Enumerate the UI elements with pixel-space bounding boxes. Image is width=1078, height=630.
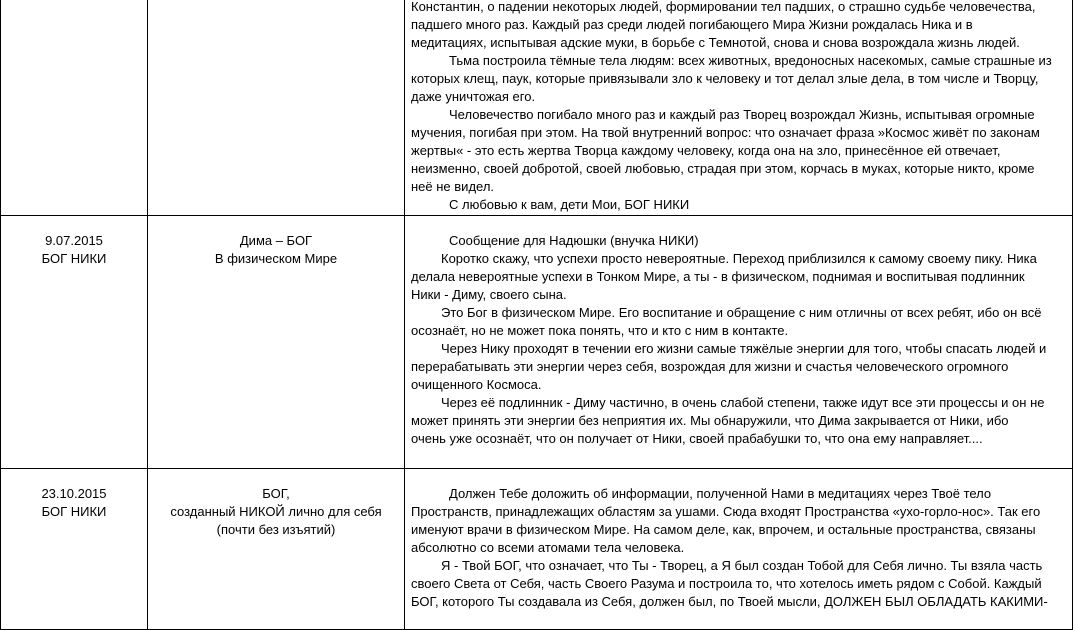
text-line: Пространств, принадлежащих областям за ушами. Сюда входят Пространства «ухо-горло-нос». Так его [411, 504, 1041, 519]
text-line: именуют врачи в физическом Мире. На самом деле, как, впрочем, и остальные пространства, связаны [411, 522, 1036, 537]
date-cell[interactable] [1, 0, 148, 216]
entry-title-line: Дима – БОГ [239, 233, 313, 248]
text-line: очищенного Космоса. [411, 377, 542, 392]
title-cell[interactable] [148, 469, 405, 630]
text-line: Коротко скажу, что успехи просто невероятные. Переход приблизился к самому своему пику. Ника [441, 251, 1037, 266]
text-line: жертвы« - это есть жертва Творца каждому человеку, когда она на зло, принесённое ей отвечает, [411, 143, 1001, 158]
text-line: падшего много раз. Каждый раз среди людей погибающего Мира Жизни рождалась Ника и в [411, 17, 973, 32]
entry-title-line: БОГ, [262, 486, 290, 501]
signature-line: С любовью к вам, дети Мои, БОГ НИКИ [449, 197, 690, 212]
entry-title-line: (почти без изъятий) [216, 522, 336, 537]
message-cell[interactable] [405, 469, 1073, 630]
text-line: БОГ, которого Ты создавала из Себя, должен был, по Твоей мысли, ДОЛЖЕН БЫЛ ОБЛАДАТЬ КАКИМИ- [411, 594, 1048, 609]
entry-date: 23.10.2015 [41, 486, 107, 501]
text-line: осознаёт, но не может пока понять, что и кто с ним в контакте. [411, 323, 789, 338]
table-row [1, 469, 1073, 630]
text-line: Я - Твой БОГ, что означает, что Ты - Творец, а Я был создан Тобой для Себя лично. Ты взяла часть [441, 558, 1043, 573]
message-text [405, 469, 1072, 611]
message-cell[interactable] [405, 216, 1073, 469]
entry-date: 9.07.2015 [45, 233, 103, 248]
text-line: Это Бог в физическом Мире. Его воспитание и обращение с ним отличны от всех ребят, ибо он всё [441, 305, 1042, 320]
text-line: очень уже осознаёт, что он получает от Ники, своей прабабушки то, что она ему направляет.... [411, 431, 983, 446]
message-text [405, 216, 1072, 448]
date-cell[interactable] [1, 216, 148, 469]
message-heading: Сообщение для Надюшки (внучка НИКИ) [449, 233, 699, 248]
text-line: неё не видел. [411, 179, 495, 194]
date-cell[interactable] [1, 469, 148, 630]
text-line: Константин, о падении некоторых людей, формировании тел падших, о страшно судьбе человечества, [411, 0, 1036, 14]
text-line: перерабатывать эти энергии через себя, возрождая для жизни и счастья человеческого огромного [411, 359, 1009, 374]
text-line: Ники - Диму, своего сына. [411, 287, 567, 302]
text-line: делала невероятные успехи в Тонком Мире, а ты - в физическом, поднимая и воспитывая подлинник [411, 269, 1025, 284]
text-line: своего Света от Себя, часть Своего Разума и построила то, что хотелось иметь рядом с Собой. Каждый [411, 576, 1042, 591]
entry-author: БОГ НИКИ [41, 504, 107, 519]
text-line: медитациях, испытывая адские муки, в борьбе с Темнотой, снова и снова возрождала жизнь людей. [411, 35, 1020, 50]
text-line: абсолютно со всеми атомами тела человека. [411, 540, 685, 555]
text-line: даже уничтожая его. [411, 89, 536, 104]
table-row [1, 0, 1073, 216]
text-line: мучения, погибая при этом. На твой внутренний вопрос: что означает фраза »Космос живёт по законам [411, 125, 1040, 140]
text-line: Должен Тебе доложить об информации, полученной Нами в медитациях через Твоё тело [449, 486, 992, 501]
entry-title-line: В физическом Мире [214, 251, 338, 266]
title-cell[interactable] [148, 216, 405, 469]
text-line: которых клещ, паук, которые привязывали зло к человеку и тот делал злые дела, в том числе и Творцу, [411, 71, 1039, 86]
message-text [405, 0, 1072, 214]
table-row [1, 216, 1073, 469]
text-line: Через её подлинник - Диму частично, в очень слабой степени, также идут все эти процессы и он не [441, 395, 1045, 410]
text-line: Через Нику проходят в течении его жизни самые тяжёлые энергии для того, чтобы спасать людей и [441, 341, 1047, 356]
title-cell[interactable] [148, 0, 405, 216]
entry-author: БОГ НИКИ [41, 251, 107, 266]
text-line: может принять эти энергии без неприятия их. Мы обнаружили, что Дима закрывается от Ники, ибо [411, 413, 1009, 428]
text-line: Человечество погибало много раз и каждый раз Творец возрождал Жизнь, испытывая огромные [449, 107, 1035, 122]
text-line: Тьма построила тёмные тела людям: всех животных, вредоносных насекомых, самые страшные из [449, 53, 1052, 68]
text-line: неизменно, своей добротой, своей любовью, страдая при этом, корчась в муках, которые никто, кроме [411, 161, 1035, 176]
message-cell[interactable] [405, 0, 1073, 216]
entry-title-line: созданный НИКОЙ лично для себя [170, 504, 382, 519]
